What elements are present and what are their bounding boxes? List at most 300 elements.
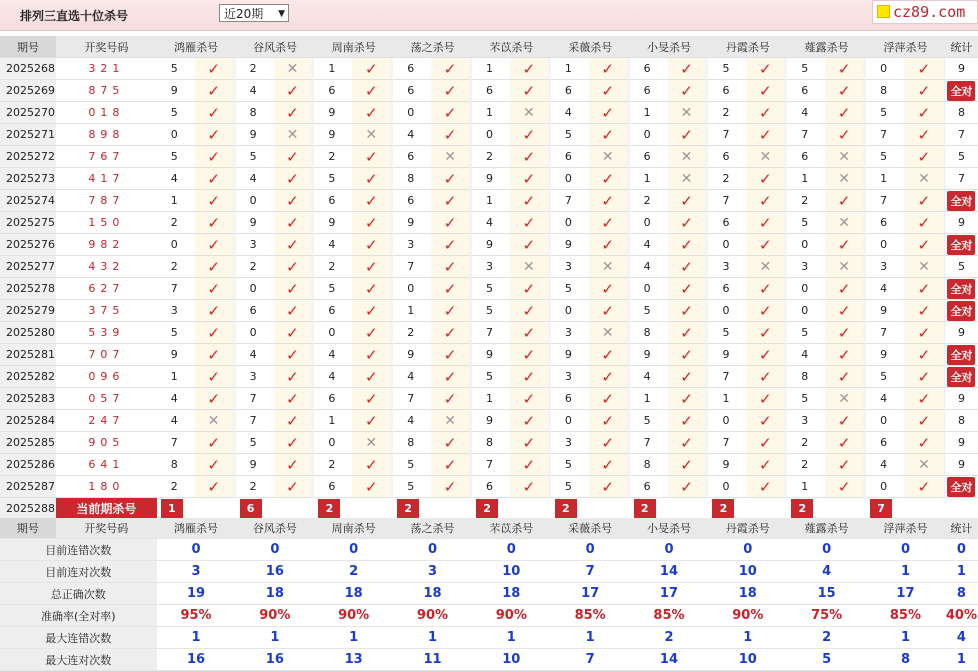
check-icon: ✓ (601, 169, 614, 188)
col-header-algo: 谷风杀号 (235, 518, 314, 539)
table-row (0, 366, 978, 388)
kill-number: 8 (787, 366, 825, 388)
kill-number: 2 (393, 322, 431, 344)
kill-number: 4 (157, 410, 195, 432)
table-row (0, 476, 978, 498)
check-icon: ✓ (207, 455, 220, 474)
kill-number: 9 (314, 102, 352, 124)
check-icon: ✓ (759, 367, 772, 386)
result-cell (904, 366, 945, 388)
result-cell (352, 366, 393, 388)
site-logo[interactable] (872, 0, 978, 24)
current-kill-cell (630, 498, 709, 520)
issue-cell: 2025277 (0, 256, 56, 278)
cross-icon: ✕ (365, 434, 378, 451)
result-cell (589, 300, 630, 322)
check-icon: ✓ (522, 147, 536, 166)
kill-number: 5 (630, 410, 668, 432)
kill-number: 9 (472, 410, 510, 432)
result-cell (589, 168, 630, 190)
check-icon: ✓ (917, 191, 931, 210)
current-label: 当前期杀号 (56, 498, 157, 520)
kill-number: 0 (393, 278, 431, 300)
check-icon: ✓ (917, 433, 931, 452)
stats-value: 1 (945, 649, 978, 671)
kill-number: 0 (866, 234, 904, 256)
kill-number: 5 (787, 388, 825, 410)
check-icon: ✓ (286, 213, 299, 232)
check-icon: ✓ (522, 213, 536, 232)
check-icon: ✓ (759, 389, 772, 408)
result-cell (274, 124, 315, 146)
result-cell (431, 124, 472, 146)
kill-number: 8 (472, 432, 510, 454)
result-cell (195, 124, 236, 146)
kill-number: 1 (551, 58, 589, 80)
result-cell (431, 432, 472, 454)
check-icon: ✓ (759, 279, 772, 298)
result-cell (352, 300, 393, 322)
result-cell (825, 124, 866, 146)
check-icon: ✓ (837, 103, 851, 122)
result-cell (589, 212, 630, 234)
kill-number: 9 (630, 344, 668, 366)
winning-number: 641 (56, 454, 157, 476)
winning-number: 096 (56, 366, 157, 388)
stats-label: 目前连错次数 (0, 539, 157, 561)
stats-value: 0 (235, 539, 314, 561)
check-icon: ✓ (522, 59, 536, 78)
stats-value: 17 (551, 583, 630, 605)
check-icon: ✓ (601, 389, 614, 408)
winning-number: 432 (56, 256, 157, 278)
stats-value: 90% (393, 605, 472, 627)
col-header-algo: 芣苡杀号 (472, 36, 551, 58)
kill-number: 5 (787, 212, 825, 234)
result-cell (668, 366, 709, 388)
cross-icon: ✕ (680, 170, 693, 187)
count-cell: 7 (945, 168, 978, 190)
stats-value: 10 (472, 649, 551, 671)
stats-value: 11 (393, 649, 472, 671)
kill-number: 5 (393, 476, 431, 498)
result-cell (352, 58, 393, 80)
result-cell (510, 168, 551, 190)
result-cell (274, 256, 315, 278)
kill-number: 6 (787, 80, 825, 102)
col-header-algo: 浮萍杀号 (866, 518, 945, 539)
kill-number: 6 (393, 190, 431, 212)
result-cell (431, 366, 472, 388)
check-icon: ✓ (680, 191, 693, 210)
result-cell (510, 388, 551, 410)
result-cell (431, 410, 472, 432)
col-header-algo: 薤露杀号 (787, 36, 866, 58)
col-header-algo: 丹霞杀号 (708, 518, 787, 539)
check-icon: ✓ (837, 59, 851, 78)
check-icon: ✓ (522, 279, 536, 298)
issue-cell: 2025283 (0, 388, 56, 410)
kill-number: 7 (393, 256, 431, 278)
result-cell (746, 344, 787, 366)
kill-number: 2 (236, 256, 274, 278)
kill-number: 5 (314, 278, 352, 300)
kill-number: 2 (472, 146, 510, 168)
kill-number: 1 (157, 190, 195, 212)
result-cell (589, 366, 630, 388)
kill-number: 9 (157, 80, 195, 102)
all-correct-badge: 全对 (947, 191, 975, 211)
kill-number: 2 (314, 454, 352, 476)
kill-number: 6 (866, 432, 904, 454)
result-cell (510, 278, 551, 300)
result-cell (668, 278, 709, 300)
result-cell (195, 190, 236, 212)
check-icon: ✓ (837, 433, 851, 452)
result-cell (825, 168, 866, 190)
kill-number: 1 (472, 190, 510, 212)
stats-value: 95% (157, 605, 236, 627)
stats-value: 13 (314, 649, 393, 671)
check-icon: ✓ (759, 323, 772, 342)
result-cell (825, 278, 866, 300)
kill-number: 6 (236, 300, 274, 322)
stats-value: 10 (708, 649, 787, 671)
result-cell (825, 344, 866, 366)
kill-number: 3 (551, 366, 589, 388)
check-icon: ✓ (601, 455, 614, 474)
stats-label: 最大连错次数 (0, 627, 157, 649)
stats-value: 14 (630, 649, 709, 671)
kill-number: 7 (393, 388, 431, 410)
check-icon: ✓ (522, 433, 536, 452)
kill-number: 7 (157, 278, 195, 300)
kill-number: 2 (787, 432, 825, 454)
current-kill-cell (708, 498, 787, 520)
result-cell (352, 476, 393, 498)
result-cell (825, 476, 866, 498)
check-icon: ✓ (837, 279, 851, 298)
cross-icon: ✕ (365, 126, 378, 143)
result-cell (431, 234, 472, 256)
check-icon: ✓ (680, 301, 693, 320)
result-cell (195, 80, 236, 102)
result-cell (510, 190, 551, 212)
kill-number: 3 (393, 234, 431, 256)
stats-value: 1 (866, 561, 945, 583)
result-cell (352, 102, 393, 124)
result-cell (589, 454, 630, 476)
result-cell (904, 168, 945, 190)
period-select[interactable] (219, 4, 289, 22)
check-icon: ✓ (207, 257, 220, 276)
cross-icon: ✕ (918, 258, 930, 275)
result-cell (746, 410, 787, 432)
stats-row (0, 583, 978, 605)
kill-number: 8 (866, 80, 904, 102)
result-cell (589, 410, 630, 432)
check-icon: ✓ (917, 59, 931, 78)
col-header-winning: 开奖号码 (56, 518, 157, 539)
kill-number: 5 (708, 58, 746, 80)
count-cell (945, 190, 978, 212)
check-icon: ✓ (522, 455, 536, 474)
stats-label: 准确率(全对率) (0, 605, 157, 627)
result-cell (668, 410, 709, 432)
result-cell (431, 476, 472, 498)
result-cell (825, 256, 866, 278)
result-cell (668, 476, 709, 498)
issue-cell: 2025272 (0, 146, 56, 168)
count-cell: 9 (945, 322, 978, 344)
kill-number: 7 (866, 322, 904, 344)
stats-value: 0 (551, 539, 630, 561)
all-correct-badge: 全对 (947, 279, 975, 299)
result-cell (746, 454, 787, 476)
result-cell (825, 58, 866, 80)
check-icon: ✓ (680, 345, 693, 364)
kill-number: 5 (551, 454, 589, 476)
winning-number: 180 (56, 476, 157, 498)
check-icon: ✓ (522, 345, 536, 364)
result-cell (904, 124, 945, 146)
result-cell (589, 432, 630, 454)
result-cell (825, 102, 866, 124)
table-row (0, 124, 978, 146)
check-icon: ✓ (286, 279, 299, 298)
check-icon: ✓ (837, 477, 851, 496)
col-header-algo: 谷风杀号 (236, 36, 315, 58)
check-icon: ✓ (207, 147, 220, 166)
check-icon: ✓ (601, 59, 614, 78)
result-cell (510, 432, 551, 454)
issue-cell: 2025275 (0, 212, 56, 234)
kill-number: 5 (157, 58, 195, 80)
result-cell (274, 168, 315, 190)
check-icon: ✓ (443, 455, 457, 474)
kill-number: 0 (314, 322, 352, 344)
result-cell (746, 322, 787, 344)
check-icon: ✓ (364, 103, 378, 122)
kill-number: 5 (551, 476, 589, 498)
result-cell (195, 454, 236, 476)
kill-number: 4 (866, 388, 904, 410)
current-kill-cell (236, 498, 315, 520)
result-cell (746, 58, 787, 80)
kill-number: 6 (866, 212, 904, 234)
check-icon: ✓ (443, 477, 457, 496)
check-icon: ✓ (601, 411, 614, 430)
stats-value: 0 (787, 539, 866, 561)
kill-number: 0 (630, 124, 668, 146)
result-cell (352, 212, 393, 234)
kill-number: 5 (472, 278, 510, 300)
stats-value: 8 (945, 583, 978, 605)
check-icon: ✓ (522, 477, 536, 496)
result-cell (431, 146, 472, 168)
kill-number: 5 (551, 278, 589, 300)
kill-number: 0 (472, 124, 510, 146)
check-icon: ✓ (917, 411, 931, 430)
kill-number: 9 (551, 344, 589, 366)
kill-number: 4 (787, 102, 825, 124)
kill-number: 0 (787, 300, 825, 322)
check-icon: ✓ (443, 301, 457, 320)
check-icon: ✓ (207, 367, 220, 386)
page-title: 排列三直选十位杀号 (20, 9, 129, 23)
result-cell (195, 278, 236, 300)
current-kill-cell (314, 498, 393, 520)
stats-value: 85% (630, 605, 709, 627)
result-cell (352, 190, 393, 212)
col-header-algo: 芣苡杀号 (472, 518, 551, 539)
result-cell (825, 410, 866, 432)
result-cell (431, 300, 472, 322)
stats-value: 15 (787, 583, 866, 605)
kill-number: 9 (472, 168, 510, 190)
cross-icon: ✕ (838, 148, 850, 165)
kill-number: 3 (866, 256, 904, 278)
kill-number: 0 (708, 234, 746, 256)
stats-value: 10 (472, 561, 551, 583)
kill-number: 1 (472, 58, 510, 80)
kill-number: 5 (866, 366, 904, 388)
result-cell (431, 454, 472, 476)
cross-icon: ✕ (680, 104, 693, 121)
check-icon: ✓ (443, 367, 457, 386)
check-icon: ✓ (759, 235, 772, 254)
kill-number: 2 (157, 212, 195, 234)
kill-number: 3 (472, 256, 510, 278)
stats-value: 0 (472, 539, 551, 561)
result-cell (746, 300, 787, 322)
result-cell (668, 102, 709, 124)
table-row (0, 146, 978, 168)
result-cell (589, 234, 630, 256)
check-icon: ✓ (286, 301, 299, 320)
check-icon: ✓ (207, 477, 220, 496)
check-icon: ✓ (207, 213, 220, 232)
check-icon: ✓ (443, 103, 457, 122)
check-icon: ✓ (364, 147, 378, 166)
kill-number: 0 (630, 278, 668, 300)
result-cell (195, 146, 236, 168)
check-icon: ✓ (759, 477, 772, 496)
kill-number: 3 (551, 322, 589, 344)
table-row (0, 300, 978, 322)
result-cell (352, 410, 393, 432)
col-header-algo: 采薇杀号 (551, 518, 630, 539)
cross-icon: ✕ (759, 258, 772, 275)
result-cell (589, 80, 630, 102)
result-cell (825, 432, 866, 454)
check-icon: ✓ (443, 433, 457, 452)
col-header-issue: 期号 (0, 518, 56, 539)
check-icon: ✓ (680, 59, 693, 78)
count-cell (945, 300, 978, 322)
count-cell (945, 344, 978, 366)
check-icon: ✓ (522, 81, 536, 100)
check-icon: ✓ (364, 345, 378, 364)
kill-number: 2 (787, 454, 825, 476)
result-cell (746, 256, 787, 278)
kill-number: 9 (708, 454, 746, 476)
stats-table (0, 518, 978, 671)
current-row (0, 498, 978, 520)
table-row (0, 168, 978, 190)
kill-number: 6 (551, 388, 589, 410)
check-icon: ✓ (601, 301, 614, 320)
cross-icon: ✕ (838, 258, 850, 275)
kill-number: 5 (314, 168, 352, 190)
table-row (0, 432, 978, 454)
check-icon: ✓ (917, 279, 931, 298)
result-cell (431, 212, 472, 234)
kill-number: 4 (630, 366, 668, 388)
cross-icon: ✕ (838, 214, 850, 231)
result-cell (274, 322, 315, 344)
check-icon: ✓ (364, 411, 378, 430)
check-icon: ✓ (364, 367, 378, 386)
result-cell (904, 388, 945, 410)
kill-number: 1 (630, 168, 668, 190)
kill-number: 6 (314, 388, 352, 410)
stats-value: 85% (866, 605, 945, 627)
current-kill-number: 6 (240, 499, 262, 519)
result-cell (195, 212, 236, 234)
result-cell (589, 146, 630, 168)
cross-icon: ✕ (759, 148, 772, 165)
result-cell (668, 300, 709, 322)
kill-number: 8 (393, 168, 431, 190)
check-icon: ✓ (286, 103, 299, 122)
kill-number: 2 (630, 190, 668, 212)
check-icon: ✓ (207, 81, 220, 100)
check-icon: ✓ (286, 389, 299, 408)
stats-label: 目前连对次数 (0, 561, 157, 583)
stats-value: 17 (630, 583, 709, 605)
issue-cell: 2025279 (0, 300, 56, 322)
cross-icon: ✕ (444, 412, 456, 429)
stats-value: 75% (787, 605, 866, 627)
result-cell (274, 344, 315, 366)
stats-value: 0 (157, 539, 236, 561)
check-icon: ✓ (522, 191, 536, 210)
kill-number: 0 (708, 410, 746, 432)
table-row (0, 234, 978, 256)
kill-number: 4 (314, 344, 352, 366)
winning-number: 875 (56, 80, 157, 102)
result-cell (510, 124, 551, 146)
result-cell (274, 146, 315, 168)
current-kill-cell (393, 498, 472, 520)
result-cell (431, 58, 472, 80)
result-cell (431, 278, 472, 300)
stats-value: 14 (630, 561, 709, 583)
issue-cell: 2025278 (0, 278, 56, 300)
kill-number: 6 (314, 80, 352, 102)
result-cell (904, 432, 945, 454)
table-row (0, 80, 978, 102)
period-select-value: 近20期 (224, 7, 264, 21)
check-icon: ✓ (680, 323, 693, 342)
result-cell (668, 212, 709, 234)
result-cell (746, 476, 787, 498)
result-cell (510, 322, 551, 344)
kill-number: 8 (236, 102, 274, 124)
kill-number: 8 (630, 322, 668, 344)
result-cell (668, 322, 709, 344)
